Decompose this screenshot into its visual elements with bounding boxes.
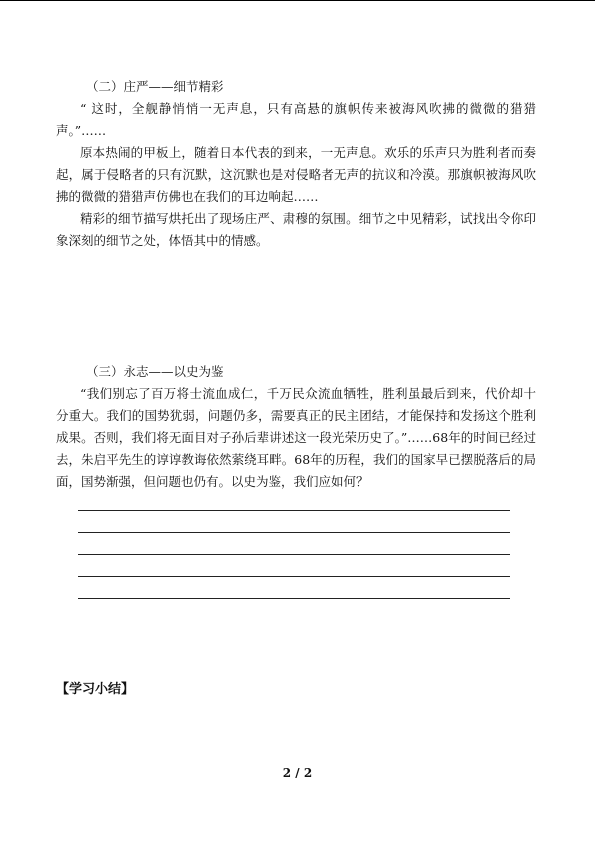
section2-quote: “ 这时，全舰静悄悄一无声息，只有高悬的旗帜传来被海风吹拂的微微的猎猎声。”…… <box>56 101 536 138</box>
page-number: 2 / 2 <box>282 766 313 780</box>
summary-heading: 【学习小结】 <box>56 682 135 697</box>
answer-line[interactable] <box>78 532 510 533</box>
section3-paragraph: “我们别忘了百万将士流血成仁，千万民众流血牺牲，胜利虽最后到来，代价却十分重大。我们的国势犹弱，问题仍多，需要真正的民主团结，才能保持和发扬这个胜利成果。否则，我们将无面目对子孙后辈讲述这一段光荣历史了。”……68年的时间已经过去，朱启平先生的谆谆教诲依然萦绕耳畔。68年的历程，我们的国家早已摆脱落后的局面，国势渐强，但问题也仍有。以史为鉴，我们应如何？ <box>56 386 536 489</box>
answer-line[interactable] <box>78 554 510 555</box>
answer-line[interactable] <box>78 576 510 577</box>
answer-line[interactable] <box>78 510 510 511</box>
answer-line[interactable] <box>78 598 510 599</box>
page-top-rule <box>0 0 595 1</box>
section3-title: （三）永志——以史为鉴 <box>86 364 224 379</box>
section2-title: （二）庄严——细节精彩 <box>86 79 224 94</box>
section2-paragraph-1: 原本热闹的甲板上，随着日本代表的到来，一无声息。欢乐的乐声只为胜利者而奏起，属于侵略者的只有沉默，这沉默也是对侵略者无声的抗议和冷漠。那旗帜被海风吹拂的微微的猎猎声仿佛也在我们的耳边响起…… <box>56 145 536 204</box>
section2-paragraph-2: 精彩的细节描写烘托出了现场庄严、肃穆的氛围。细节之中见精彩，试找出令你印象深刻的细节之处，体悟其中的情感。 <box>56 211 536 248</box>
